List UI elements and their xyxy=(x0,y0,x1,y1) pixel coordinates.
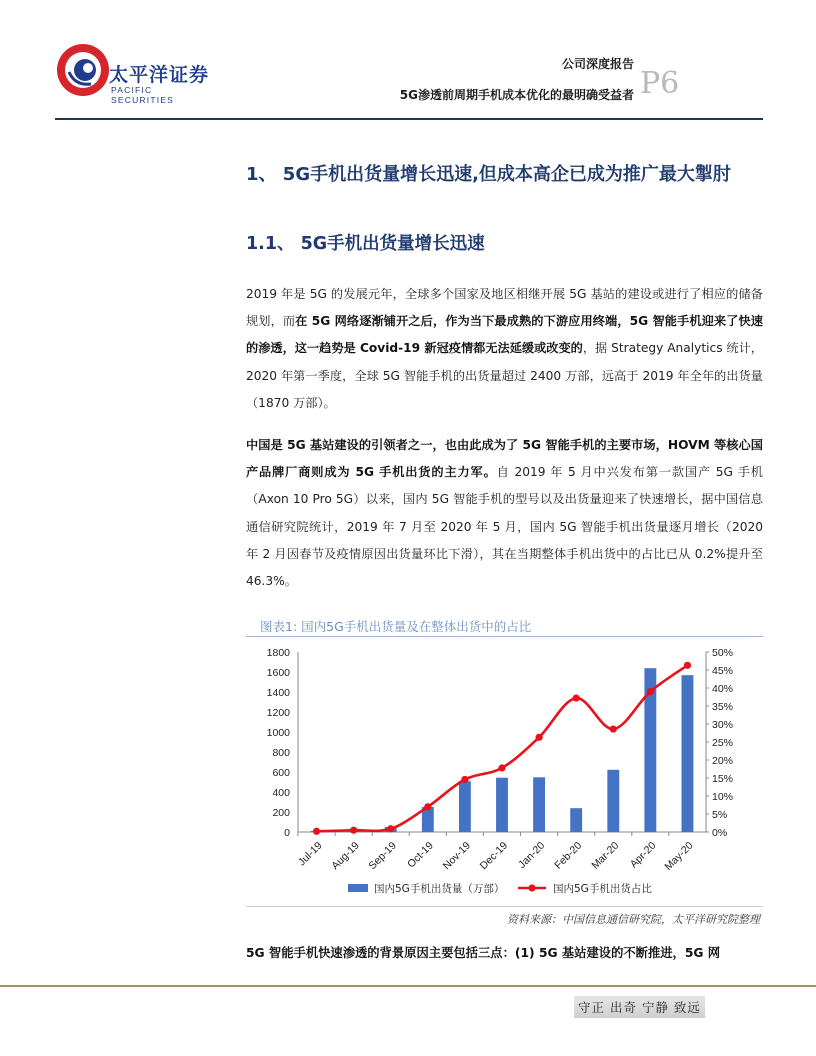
paragraph-1-text-b: ，据 Strategy Analytics 统计，2020 年第一季度，全球 5G 智能手机的出货量超过 2400 万部，远高于 2019 年全年的出货量（1870 万部）。 xyxy=(246,341,763,410)
paragraph-1-text-a: 2019 年是 5G 的发展元年，全球多个国家及地区相继开展 5G 基站的建设或进行了相应的储备规划，而 xyxy=(246,287,763,329)
y-left-tick-label: 1200 xyxy=(266,707,290,719)
y-right-tick-label: 20% xyxy=(712,755,734,767)
x-tick-label: Jul-19 xyxy=(295,839,325,869)
bar-Mar-20 xyxy=(607,770,619,832)
source-rule xyxy=(246,906,763,907)
y-left-ticks xyxy=(267,647,291,839)
y-right-tick-label: 5% xyxy=(712,809,728,821)
x-tick-label: Jan-20 xyxy=(516,839,548,871)
y-left-tick-label: 600 xyxy=(272,767,290,779)
subsection-heading: 1.1、 5G手机出货量增长迅速 xyxy=(246,234,485,254)
y-right-tick-label: 15% xyxy=(712,773,734,785)
bar-May-20 xyxy=(682,675,694,832)
figure-title: 图表1: 国内5G手机出货量及在整体出货中的占比 xyxy=(260,619,532,634)
figure-title-rule xyxy=(246,636,763,637)
y-right-tick-label: 45% xyxy=(712,665,734,677)
pacific-securities-logo-icon xyxy=(55,42,111,98)
y-left-tick-label: 1400 xyxy=(266,687,290,699)
x-tick-label: Mar-20 xyxy=(589,839,622,872)
shipment-chart xyxy=(246,640,763,902)
y-right-tick-label: 35% xyxy=(712,701,734,713)
share-point-Nov-19 xyxy=(461,776,468,783)
paragraph-2-text: 自 2019 年 5 月中兴发布第一款国产 5G 手机（Axon 10 Pro 5G）以来，国内 5G 智能手机的型号以及出货量迎来了快速增长，据中国信息通信研究院统计，2019 年 7 月至 2020 年 5 月，国内 5G 智能手机出货量逐月增长（2020 年 2 月因春节及疫情原因出货量环比下滑），其在当期整体手机出货中的占比已从 0.2%提升至 46.3%。 xyxy=(246,465,763,589)
x-tick-label: Sep-19 xyxy=(366,839,399,873)
y-left-tick-label: 200 xyxy=(272,807,290,819)
legend-bar-label: 国内5G手机出货量（万部） xyxy=(374,883,505,895)
x-tick-label: Dec-19 xyxy=(477,839,511,873)
y-left-tick-label: 0 xyxy=(284,827,290,839)
y-left-tick-label: 400 xyxy=(272,787,290,799)
paragraph-1-bold: 在 5G 网络逐渐铺开之后，作为当下最成熟的下游应用终端，5G 智能手机迎来了快速的渗透，这一趋势是 Covid-19 新冠疫情都无法延缓或改变的 xyxy=(246,314,763,356)
share-point-May-20 xyxy=(684,662,691,669)
figure-source: 资料来源：中国信息通信研究院，太平洋研究院整理 xyxy=(507,913,760,926)
y-right-tick-label: 40% xyxy=(712,683,734,695)
x-tick-label: Apr-20 xyxy=(627,839,659,871)
chart-bars xyxy=(311,668,694,832)
x-tick-label: May-20 xyxy=(662,839,696,873)
y-right-tick-label: 50% xyxy=(712,647,734,659)
paragraph-2 xyxy=(246,432,763,595)
report-title: 5G渗透前周期手机成本优化的最明确受益者 xyxy=(399,88,634,102)
share-point-Jul-19 xyxy=(313,828,320,835)
legend-line-label: 国内5G手机出货占比 xyxy=(553,883,652,895)
share-point-Mar-20 xyxy=(610,725,617,732)
x-tick-label: Aug-19 xyxy=(329,839,362,873)
y-left-tick-label: 1800 xyxy=(266,647,290,659)
bar-Jan-20 xyxy=(533,777,545,832)
y-left-tick-label: 1000 xyxy=(266,727,290,739)
x-tick-label: Oct-19 xyxy=(405,839,436,871)
footer-divider xyxy=(0,985,816,987)
share-point-Feb-20 xyxy=(573,694,580,701)
bar-Nov-19 xyxy=(459,781,471,832)
paragraph-3-start: 5G 智能手机快速渗透的背景原因主要包括三点：(1) 5G 基站建设的不断推进，5G 网 xyxy=(246,946,721,960)
bar-Dec-19 xyxy=(496,778,508,832)
paragraph-2-bold: 中国是 5G 基站建设的引领者之一，也由此成为了 5G 智能手机的主要市场，HOVM 等核心国产品牌厂商则成为 5G 手机出货的主力军。 xyxy=(246,438,763,480)
share-point-Sep-19 xyxy=(387,825,394,832)
footer-motto: 守正 出奇 宁静 致远 xyxy=(574,996,705,1018)
y-right-tick-label: 25% xyxy=(712,737,734,749)
y-right-tick-label: 10% xyxy=(712,791,734,803)
header-divider xyxy=(55,118,763,120)
report-type: 公司深度报告 xyxy=(561,57,634,71)
chart-legend xyxy=(348,882,652,895)
legend-line-marker xyxy=(528,884,535,891)
y-left-tick-label: 800 xyxy=(272,747,290,759)
legend-bar-swatch xyxy=(348,884,368,892)
paragraph-1 xyxy=(246,281,763,417)
share-point-Apr-20 xyxy=(647,688,654,695)
bar-Feb-20 xyxy=(570,808,582,832)
y-right-tick-label: 30% xyxy=(712,719,734,731)
x-tick-label: Nov-19 xyxy=(440,839,474,873)
y-right-tick-label: 0% xyxy=(712,827,728,839)
brand-name-en: PACIFIC SECURITIES xyxy=(111,85,175,105)
section-heading: 1、 5G手机出货量增长迅速,但成本高企已成为推广最大掣肘 xyxy=(246,164,731,185)
x-ticks xyxy=(296,832,696,873)
share-point-Jan-20 xyxy=(535,734,542,741)
brand-name-cn: 太平洋证券 xyxy=(109,64,210,86)
share-point-Aug-19 xyxy=(350,827,357,834)
y-left-tick-label: 1600 xyxy=(266,667,290,679)
y-right-ticks xyxy=(706,647,733,839)
share-point-Oct-19 xyxy=(424,803,431,810)
share-point-Dec-19 xyxy=(498,764,505,771)
page-number: P6 xyxy=(640,66,680,101)
company-logo xyxy=(55,42,215,105)
x-tick-label: Feb-20 xyxy=(552,839,585,872)
